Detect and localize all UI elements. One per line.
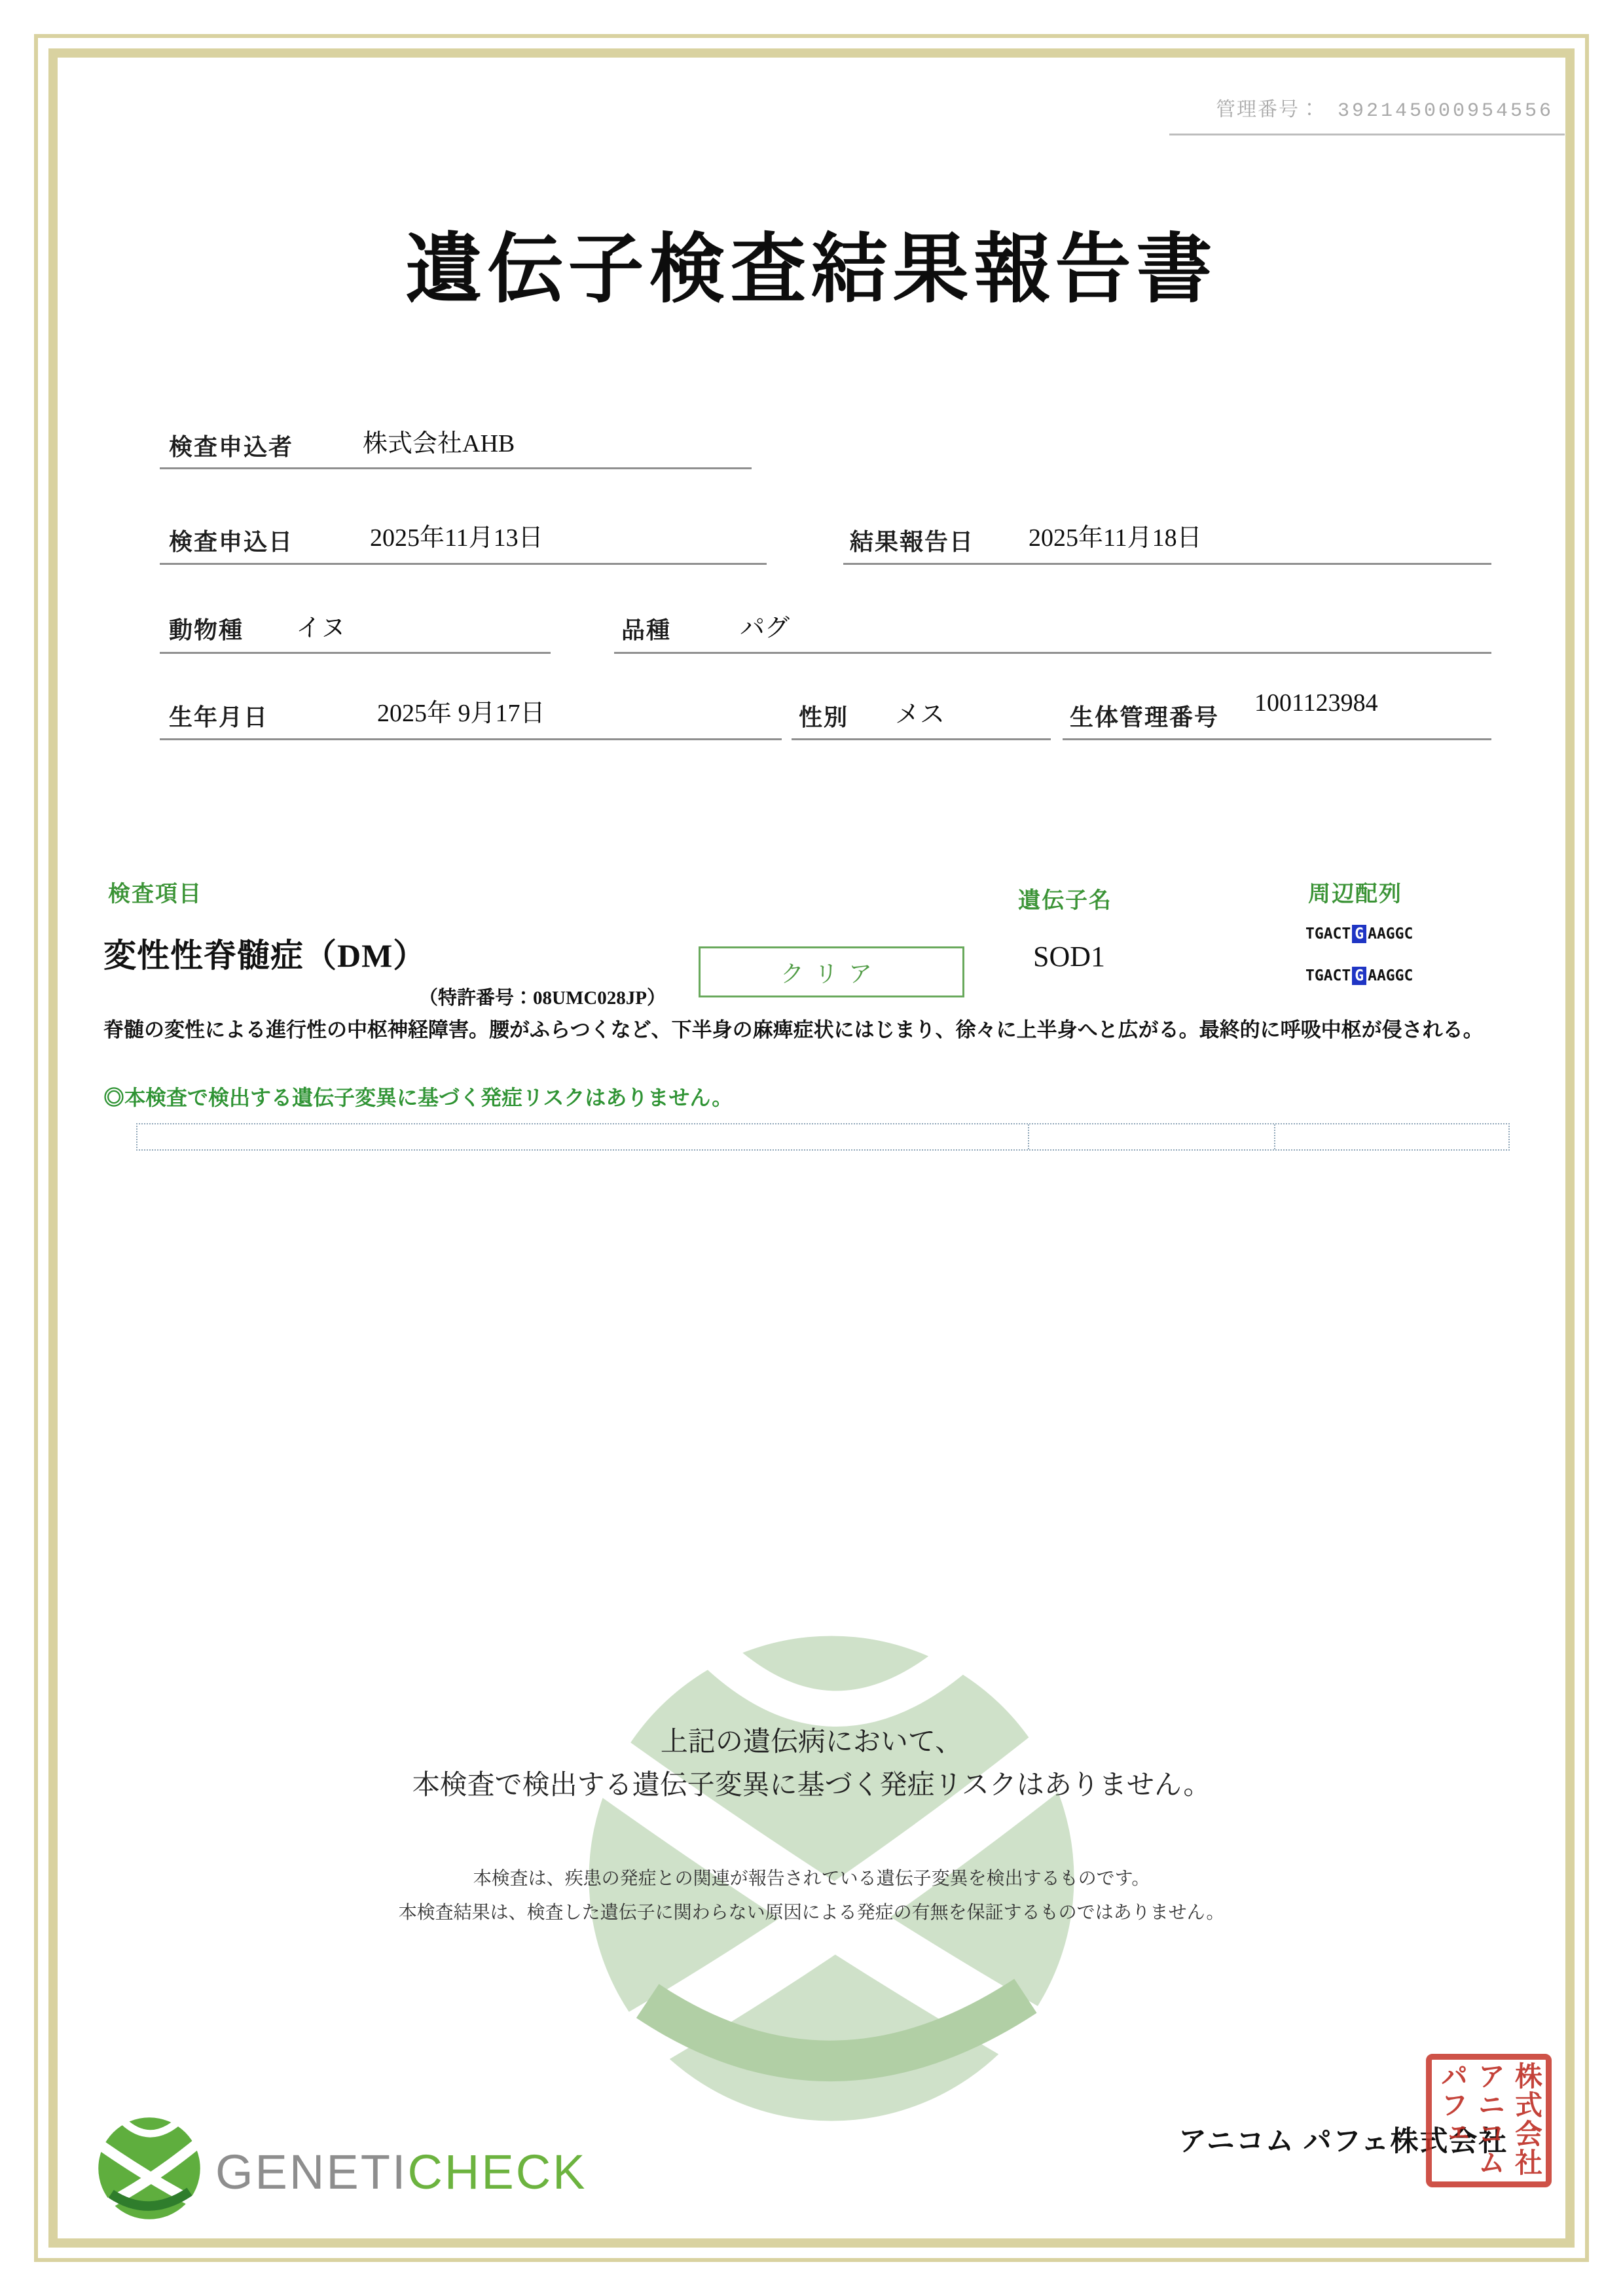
gene-name-value: SOD1	[1033, 941, 1106, 973]
sex-underline	[792, 738, 1051, 740]
empty-row-divider-2	[1274, 1124, 1275, 1149]
result-clear-label: クリア	[780, 960, 883, 987]
empty-result-row	[136, 1123, 1510, 1151]
breed-underline	[614, 652, 1491, 654]
sequence-header: 周辺配列	[1308, 882, 1402, 906]
seal-column-1: 株式会社	[1511, 2062, 1542, 2177]
sequence-prefix: TGACT	[1305, 967, 1351, 984]
applicant-underline	[160, 467, 752, 469]
management-number-value: 392145000954556	[1337, 100, 1554, 122]
logo-text-geneti: GENETI	[215, 2145, 408, 2199]
management-number-label: 管理番号：	[1215, 99, 1321, 120]
seal-column-3: パフェ	[1436, 2062, 1467, 2148]
summary-note-1: 本検査は、疾患の発症との関連が報告されている遺伝子変異を検出するものです。	[473, 1868, 1150, 1888]
apply-date-label: 検査申込日	[169, 529, 294, 555]
breed-value: パグ	[740, 615, 790, 642]
sex-label: 性別	[799, 704, 849, 730]
animal-id-underline	[1063, 738, 1491, 740]
logo-text-check: CHECK	[407, 2145, 587, 2199]
sequence-line-1	[1305, 925, 1413, 942]
apply-date-underline	[160, 563, 767, 565]
test-item-header: 検査項目	[108, 882, 202, 906]
result-clear-badge	[699, 946, 964, 997]
disease-name: 変性性脊髄症（DM）	[103, 937, 427, 974]
birth-date-value: 2025年 9月17日	[377, 700, 545, 727]
company-seal	[1426, 2054, 1552, 2187]
geneticheck-logo-icon	[96, 2115, 202, 2221]
species-underline	[160, 652, 551, 654]
sequence-suffix: AAGGC	[1368, 925, 1413, 942]
disease-description: 脊髄の変性による進行性の中枢神経障害。腰がふらつくなど、下半身の麻痺症状にはじまり、徐々に上半身へと広がる。最終的に呼吸中枢が侵される。	[103, 1018, 1484, 1041]
management-number	[1216, 93, 1554, 122]
company-name: アニコム パフェ株式会社	[1178, 2126, 1508, 2157]
allele-marker: G	[1352, 925, 1366, 943]
species-label: 動物種	[169, 617, 244, 643]
animal-id-value: 1001123984	[1254, 689, 1378, 717]
summary-line-1: 上記の遺伝病において、	[660, 1726, 963, 1757]
page-title: 遺伝子検査結果報告書	[405, 228, 1218, 312]
report-date-label: 結果報告日	[850, 529, 975, 555]
geneticheck-logo-text	[215, 2144, 587, 2200]
report-date-value: 2025年11月18日	[1029, 524, 1202, 552]
apply-date-value: 2025年11月13日	[370, 524, 543, 552]
animal-id-label: 生体管理番号	[1070, 704, 1220, 730]
summary-line-2: 本検査で検出する遺伝子変異に基づく発症リスクはありません。	[412, 1769, 1211, 1800]
company-seal-text	[1433, 2062, 1544, 2179]
seal-column-2: アニコム	[1474, 2062, 1504, 2177]
sex-value: メス	[895, 701, 945, 728]
birth-date-underline	[160, 738, 782, 740]
report-date-underline	[843, 563, 1491, 565]
applicant-label: 検査申込者	[169, 434, 294, 460]
summary-note-2: 本検査結果は、検査した遺伝子に関わらない原因による発症の有無を保証するものではありません。	[398, 1902, 1225, 1922]
management-number-underline	[1169, 134, 1565, 135]
geneticheck-logo	[96, 2115, 587, 2227]
breed-label: 品種	[621, 617, 672, 643]
species-value: イヌ	[296, 615, 346, 642]
sequence-line-2	[1305, 967, 1413, 984]
sequence-prefix: TGACT	[1305, 925, 1351, 942]
patent-number: （特許番号：08UMC028JP）	[419, 988, 666, 1009]
risk-note: ◎本検査で検出する遺伝子変異に基づく発症リスクはありません。	[103, 1086, 733, 1109]
applicant-value: 株式会社AHB	[363, 430, 515, 457]
gene-name-header: 遺伝子名	[1018, 889, 1112, 913]
empty-row-divider-1	[1028, 1124, 1029, 1149]
allele-marker: G	[1352, 967, 1366, 985]
birth-date-label: 生年月日	[169, 704, 269, 730]
sequence-suffix: AAGGC	[1368, 967, 1413, 984]
